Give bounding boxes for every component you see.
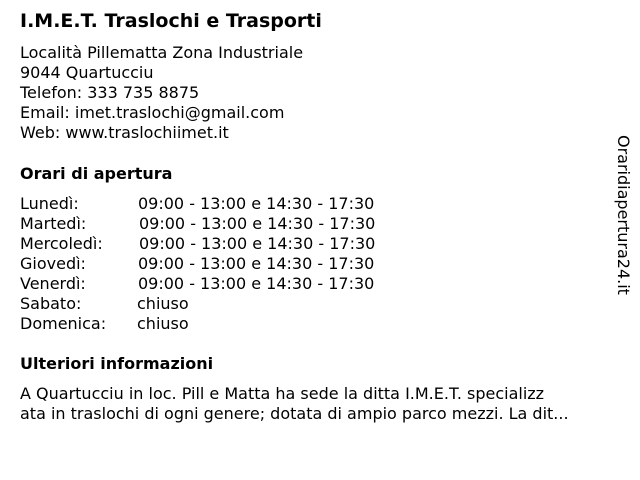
day-label: Martedì: bbox=[20, 214, 87, 233]
web-text: Web: www.traslochiimet.it bbox=[20, 123, 229, 142]
site-watermark: Oraridiapertura24.it bbox=[614, 135, 633, 295]
day-label: Giovedì: bbox=[20, 254, 86, 273]
hours-row-friday bbox=[20, 274, 440, 294]
day-label: Sabato: bbox=[20, 294, 82, 313]
business-name: I.M.E.T. Traslochi e Trasporti bbox=[20, 10, 322, 32]
hours-row-monday bbox=[20, 194, 440, 214]
hours-row-saturday bbox=[20, 294, 440, 314]
hours-row-tuesday bbox=[20, 214, 440, 234]
phone-text: Telefon: 333 735 8875 bbox=[20, 83, 200, 102]
time-value: chiuso bbox=[137, 294, 189, 313]
day-label: Venerdì: bbox=[20, 274, 86, 293]
info-line-1: A Quartucciu in loc. Pill e Matta ha sede la ditta I.M.E.T. specializz bbox=[20, 384, 545, 403]
time-value: 09:00 - 13:00 e 14:30 - 17:30 bbox=[138, 274, 375, 293]
further-info-text bbox=[20, 384, 622, 424]
time-value: 09:00 - 13:00 e 14:30 - 17:30 bbox=[138, 194, 375, 213]
time-value: 09:00 - 13:00 e 14:30 - 17:30 bbox=[139, 234, 376, 253]
info-line-2: ata in traslochi di ogni genere; dotata di ampio parco mezzi. La dit... bbox=[20, 404, 569, 423]
hours-row-sunday bbox=[20, 314, 440, 334]
time-value: 09:00 - 13:00 e 14:30 - 17:30 bbox=[138, 254, 375, 273]
hours-row-thursday bbox=[20, 254, 440, 274]
address-line-2: 9044 Quartucciu bbox=[20, 63, 154, 82]
day-label: Lunedì: bbox=[20, 194, 79, 213]
hours-row-wednesday bbox=[20, 234, 440, 254]
time-value: chiuso bbox=[137, 314, 189, 333]
further-info-heading: Ulteriori informazioni bbox=[20, 354, 214, 373]
address-line-1: Località Pillematta Zona Industriale bbox=[20, 43, 304, 62]
opening-hours-heading: Orari di apertura bbox=[20, 164, 173, 183]
email-text: Email: imet.traslochi@gmail.com bbox=[20, 103, 285, 122]
time-value: 09:00 - 13:00 e 14:30 - 17:30 bbox=[139, 214, 376, 233]
opening-hours-table bbox=[20, 194, 440, 334]
day-label: Domenica: bbox=[20, 314, 107, 333]
contact-block bbox=[20, 43, 303, 143]
day-label: Mercoledì: bbox=[20, 234, 103, 253]
